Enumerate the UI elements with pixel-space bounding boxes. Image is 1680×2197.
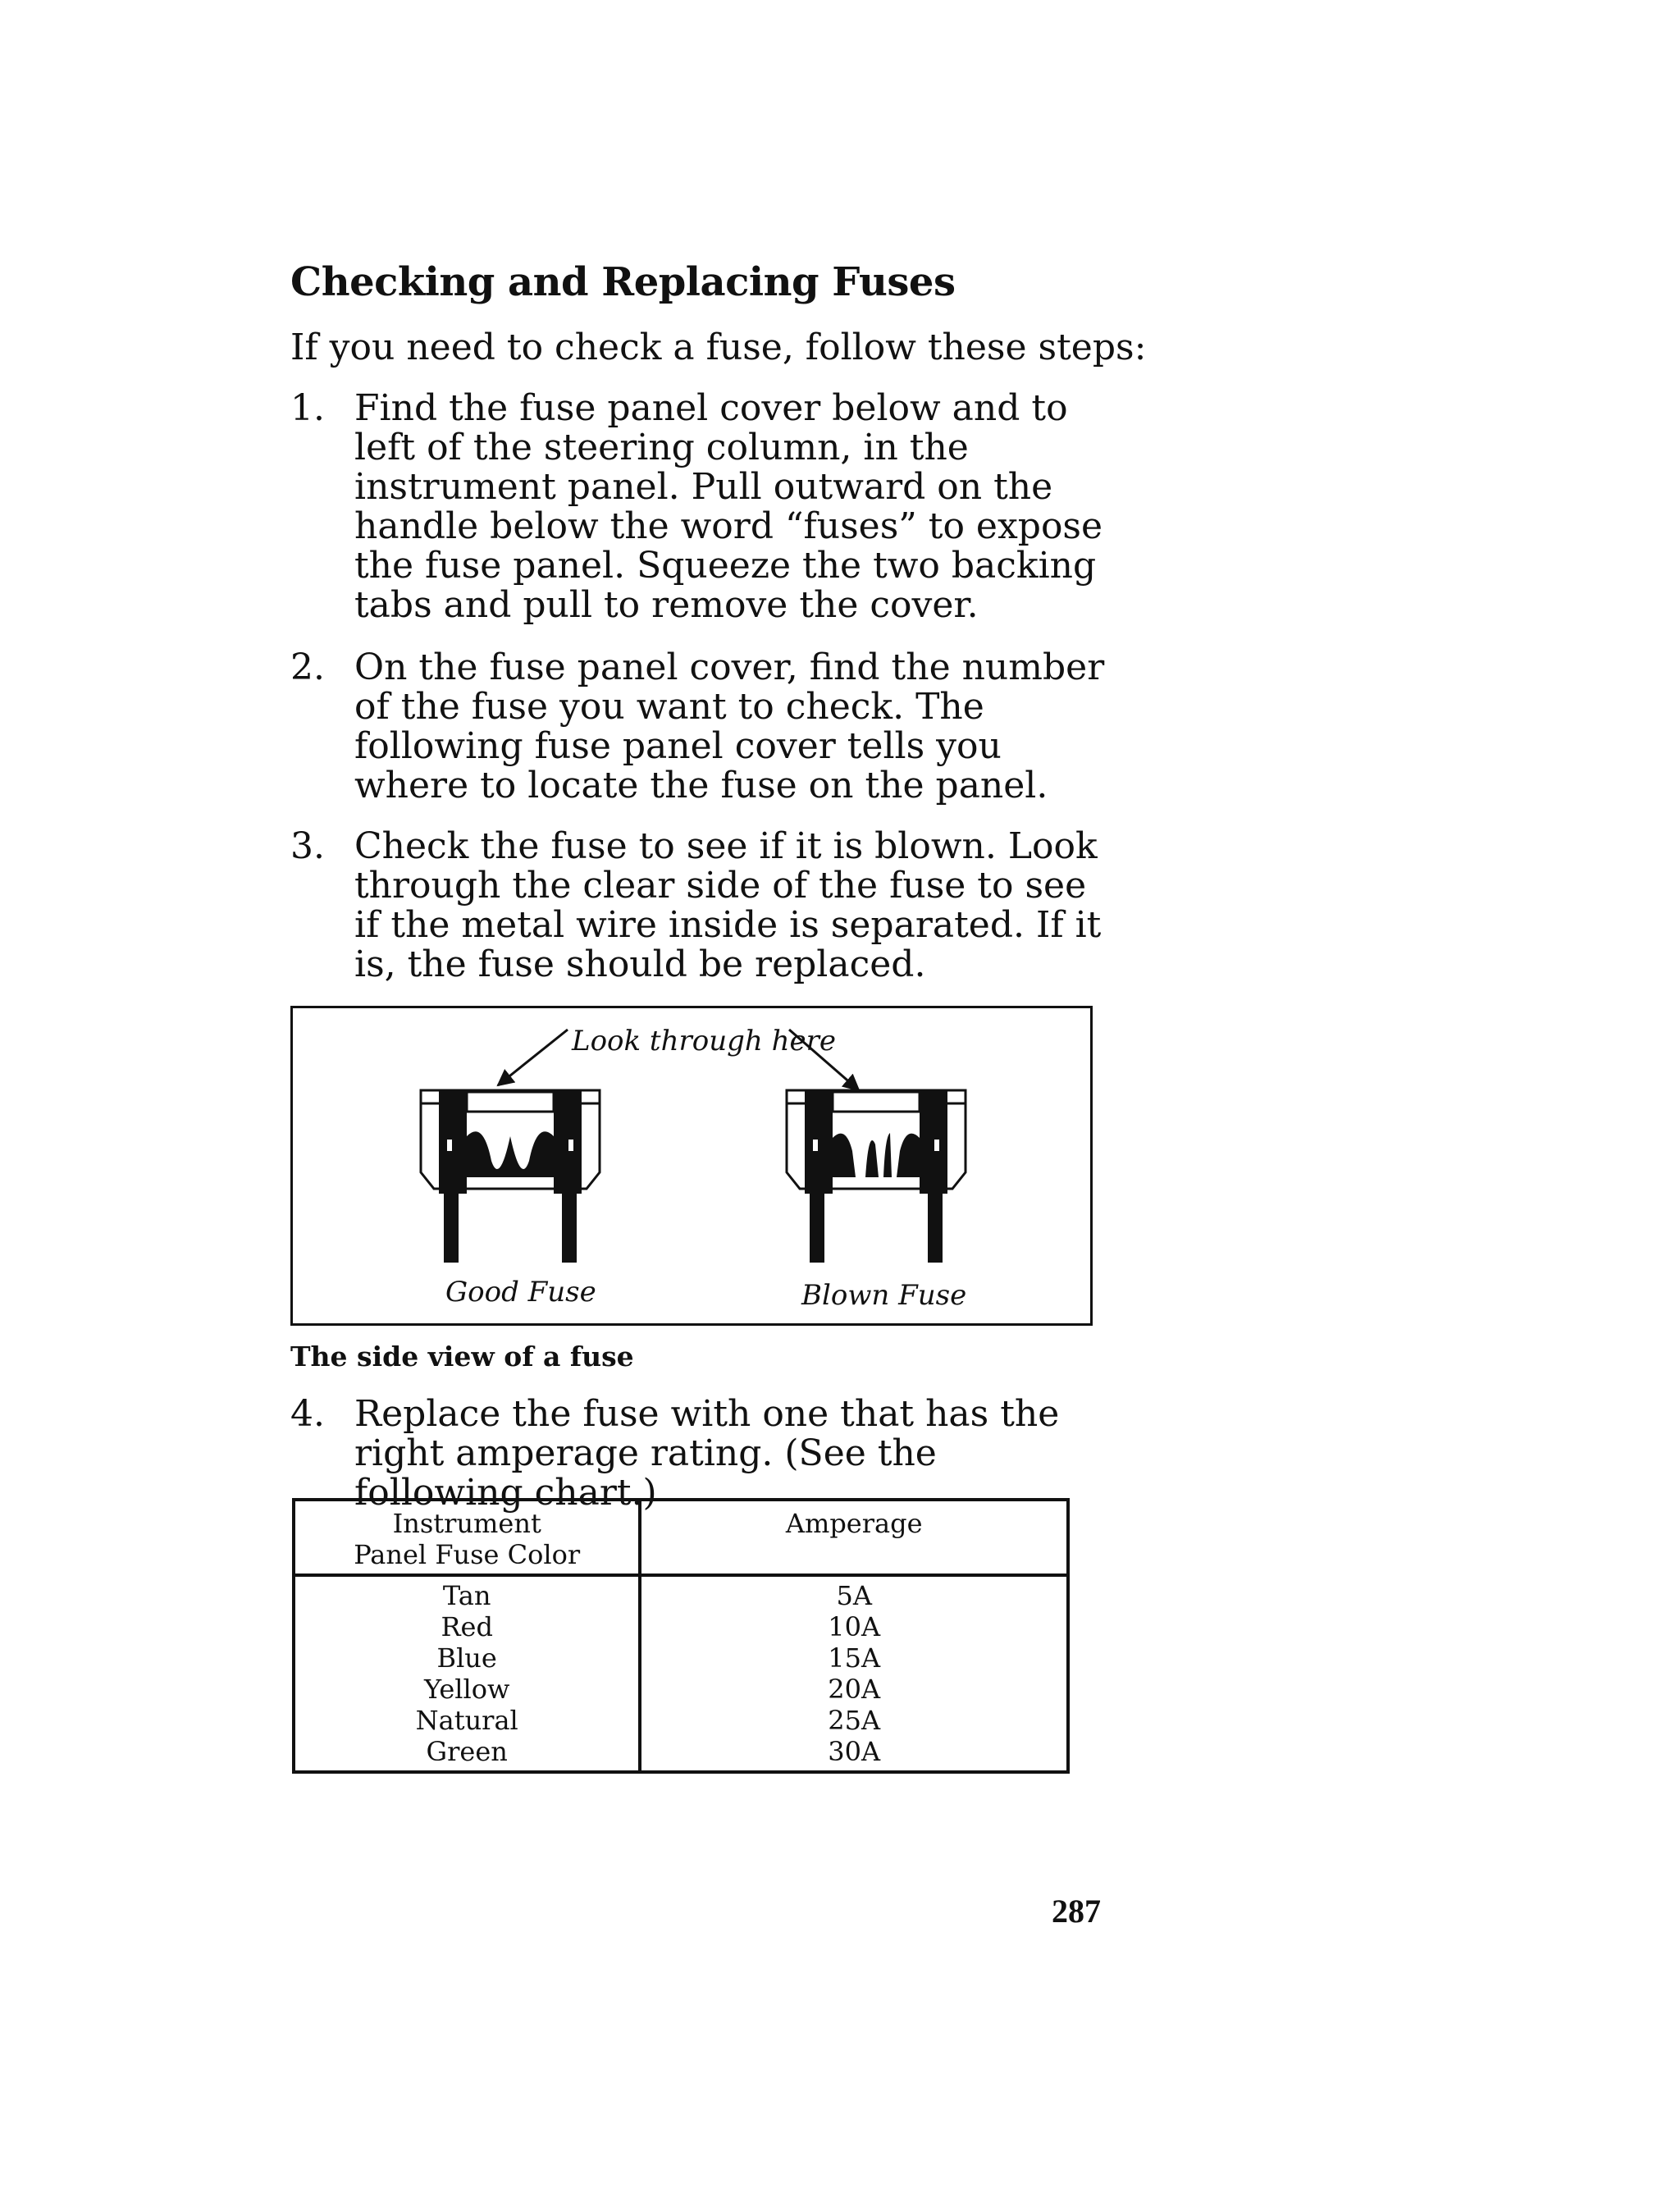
fuse-color-cell: Yellow (294, 1674, 640, 1705)
amperage-cell: 5A (640, 1575, 1068, 1611)
fuse-color-cell: Red (294, 1611, 640, 1642)
fuse-color-cell: Tan (294, 1575, 640, 1611)
step-text: On the fuse panel cover, find the number of the fuse you want to check. The following fuse panel cover tells you where to locate the fuse on the panel. (354, 646, 1105, 806)
good-fuse-label: Good Fuse (445, 1276, 596, 1309)
table-header-row (294, 1500, 1068, 1575)
step-number: 4. (290, 1393, 325, 1435)
step-text: Find the fuse panel cover below and to left of the steering column, in the instrument panel. Pull outward on the handle below the word “fuses” to expose the fuse panel. Squeeze the two backing tabs and pull to remove the cover. (354, 387, 1103, 626)
table-row (294, 1642, 1068, 1674)
amperage-cell: 30A (640, 1736, 1068, 1772)
good-fuse-drawing (421, 1090, 600, 1263)
blown-fuse-drawing (787, 1090, 966, 1263)
amperage-cell: 25A (640, 1705, 1068, 1736)
step-text: Replace the fuse with one that has the right amperage rating. (See the following chart.) (354, 1393, 1060, 1514)
figure-caption: The side view of a fuse (290, 1341, 634, 1373)
blown-fuse-label: Blown Fuse (801, 1279, 967, 1312)
step-number: 3. (290, 825, 325, 867)
header-line: Panel Fuse Color (354, 1539, 581, 1570)
header-fuse-color (294, 1500, 640, 1575)
step-number: 2. (290, 646, 325, 688)
page-number: 287 (1052, 1893, 1101, 1930)
table-row (294, 1736, 1068, 1772)
fuse-color-cell: Natural (294, 1705, 640, 1736)
table-row (294, 1705, 1068, 1736)
table-row (294, 1575, 1068, 1611)
fuse-figure (290, 1006, 1093, 1326)
section-heading: Checking and Replacing Fuses (290, 259, 956, 305)
header-amperage: Amperage (640, 1500, 1068, 1575)
amperage-cell: 15A (640, 1642, 1068, 1674)
header-line: Instrument (392, 1508, 541, 1539)
table-row (294, 1674, 1068, 1705)
table-row (294, 1611, 1068, 1642)
amperage-cell: 10A (640, 1611, 1068, 1642)
fuse-color-cell: Blue (294, 1642, 640, 1674)
look-through-label: Look through here (572, 1025, 836, 1057)
step-number: 1. (290, 387, 325, 429)
intro-text: If you need to check a fuse, follow these steps: (290, 327, 1147, 368)
fuse-amperage-table (292, 1498, 1070, 1774)
amperage-cell: 20A (640, 1674, 1068, 1705)
step-text: Check the fuse to see if it is blown. Look through the clear side of the fuse to see if the metal wire inside is separated. If it is, the fuse should be replaced. (354, 825, 1102, 985)
fuse-color-cell: Green (294, 1736, 640, 1772)
